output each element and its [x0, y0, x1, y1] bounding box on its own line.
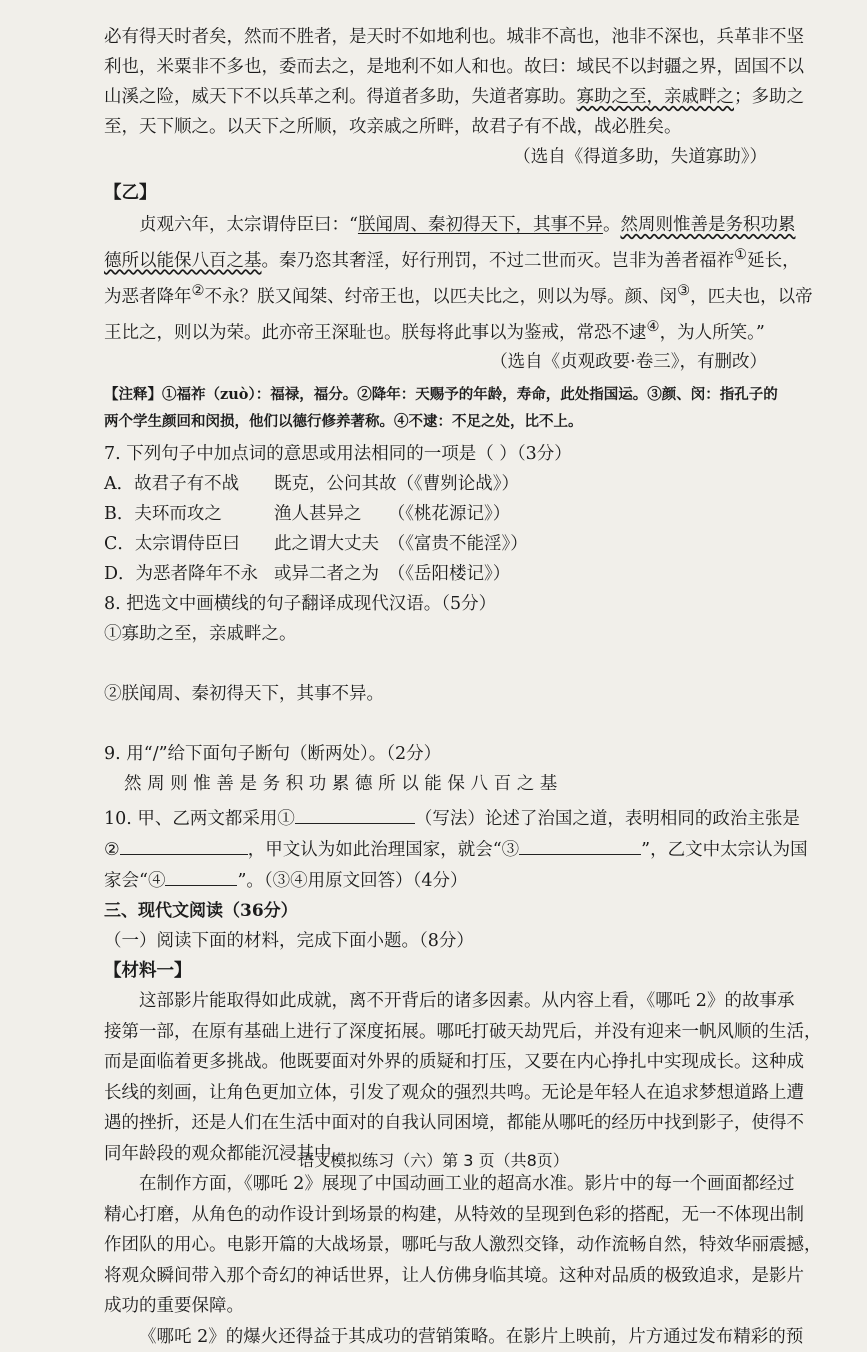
q7-b-label: B．夫环而攻之 — [104, 504, 222, 525]
q7-a-label: A．故君子有不战 — [104, 474, 240, 495]
question-10 — [104, 803, 808, 896]
jia-line-3-tail: ；多助之 — [734, 87, 804, 107]
passage-yi — [104, 210, 813, 377]
yi-l1-pre: 贞观六年，太宗谓侍臣曰：“ — [139, 215, 358, 235]
yi-l4-b: ，为人所笑。” — [659, 322, 765, 343]
jia-line-4 — [104, 112, 767, 142]
q7-option-d — [104, 559, 767, 589]
m1-line-4: 长线的刻画，让角色更加立体，引发了观众的强烈共鸣。无论是年轻人在追求梦想道路上遭 — [104, 1082, 804, 1103]
q7-c-label: C．太宗谓侍臣曰 — [104, 534, 240, 555]
section-3 — [104, 896, 822, 1352]
yi-label: 【乙】 — [104, 183, 157, 203]
material-1-label: 【材料一】 — [104, 961, 192, 982]
q10-line-2 — [104, 834, 808, 865]
q7-stem: 7. 下列句子中加点词的意思或用法相同的一项是（ ）（3分） — [104, 444, 572, 465]
yi-l2-end: 延长， — [747, 250, 800, 271]
q10-blank-1[interactable] — [295, 803, 415, 824]
yi-l1-underlined: 朕闻周、秦初得天下，其事不异 — [357, 215, 603, 235]
question-8 — [104, 589, 767, 739]
yi-l3-sup2: ③ — [677, 281, 691, 299]
yi-l3: 为恶者降年 — [104, 286, 192, 307]
yi-l3-rest: 不永？朕又闻桀、纣帝王也，以匹夫比之，则以为辱。颜、闵 — [204, 286, 678, 307]
m1-line-12: 《哪吒 2》的爆火还得益于其成功的营销策略。在影片上映前，片方通过发布精彩的预 — [139, 1326, 804, 1347]
q10-part-2: （写法）论述了治国之道，表明相同的政治主张是 — [414, 809, 800, 830]
yi-line-3 — [104, 276, 813, 312]
note-line-1: 【注释】①福祚（zuò）：福禄，福分。②降年：天赐予的年龄，寿命，此处指国运。③颜、闵：指孔子的 — [104, 386, 778, 404]
yi-l1-mid: 。 — [602, 215, 621, 235]
m1-line-6: 同年龄段的观众都能沉浸其中。 — [104, 1143, 349, 1164]
q10-part-4: ，甲文认为如此治理国家，就会“③ — [247, 840, 520, 861]
annotation — [104, 381, 778, 435]
q7-b-ref: 渔人甚异之 （《桃花源记》） — [274, 504, 511, 525]
q7-option-b — [104, 499, 767, 529]
q7-option-a — [104, 469, 767, 499]
q8-answer-space-1[interactable] — [104, 649, 767, 679]
q10-part-1: 10. 甲、乙两文都采用① — [104, 809, 295, 830]
jia-line-3-text: 山溪之险，威天下不以兵革之利。得道者多助，失道者寡助。 — [104, 87, 577, 107]
yi-source: （选自《贞观政要·卷三》，有删改） — [490, 352, 767, 373]
m1-line-3: 而是面临着更多挑战。他既要面对外界的质疑和打压，又要在内心挣扎中实现成长。这种成 — [104, 1052, 804, 1073]
m1-line-8: 精心打磨，从角色的动作设计到场景的构建，从特效的呈现到色彩的搭配，无一不体现出制 — [104, 1204, 804, 1225]
q9-stem: 9. 用“/”给下面句子断句（断两处）。（2分） — [104, 744, 442, 765]
jia-source: （选自《得道多助，失道寡助》） — [513, 147, 767, 167]
q8-sentence-2: ②朕闻周、秦初得天下，其事不异。 — [104, 684, 384, 705]
yi-l2-rest: 。秦乃恣其奢淫，好行刑罚，不过二世而灭。岂非为善者福祚 — [261, 250, 734, 271]
page-footer: 语文模拟练习（六）第 3 页（共8页） — [298, 1151, 569, 1170]
yi-line-2 — [104, 240, 800, 276]
q10-blank-4[interactable] — [165, 865, 237, 886]
m1-line-7: 在制作方面，《哪吒 2》展现了中国动画工业的超高水准。影片中的每一个画面都经过 — [139, 1174, 795, 1195]
m1-line-2: 接第一部，在原有基础上进行了深度拓展。哪吒打破天劫咒后，并没有迎来一帆风顺的生活， — [104, 1021, 822, 1042]
m1-line-11: 成功的重要保障。 — [104, 1296, 244, 1317]
q10-blank-2[interactable] — [120, 834, 248, 855]
q10-part-6: 家会“④ — [104, 871, 166, 892]
jia-wavy-sentence: 寡助之至，亲戚畔之 — [576, 87, 734, 107]
yi-l2-sup: ① — [734, 246, 748, 263]
m1-line-1: 这部影片能取得如此成就，离不开背后的诸多因素。从内容上看，《哪吒 2》的故事承 — [139, 991, 795, 1012]
section-3-sub: （一）阅读下面的材料，完成下面小题。（8分） — [104, 931, 474, 952]
q10-part-3: ② — [104, 840, 120, 861]
m1-line-5: 遇的挫折，还是人们在生活中面对的自我认同困境，都能从哪吒的经历中找到影子，使得不 — [104, 1113, 804, 1134]
q8-answer-space-2[interactable] — [104, 709, 767, 739]
jia-line-2: 利也，米粟非不多也，委而去之，是地利不如人和也。故曰：域民不以封疆之界，固国不以 — [104, 57, 804, 77]
yi-l3-end: ，匹夫也，以帝 — [690, 286, 813, 307]
q7-d-ref: 或异二者之为 （《岳阳楼记》） — [274, 564, 511, 585]
question-7 — [104, 439, 767, 589]
q10-line-3 — [104, 865, 767, 896]
m1-line-9: 作团队的用心。电影开篇的大战场景，哪吒与敌人激烈交锋，动作流畅自然，特效华丽震撼， — [104, 1235, 822, 1256]
section-3-title: 三、现代文阅读（36分） — [104, 901, 298, 922]
q10-blank-3[interactable] — [519, 834, 641, 855]
q8-stem: 8. 把选文中画横线的句子翻译成现代汉语。（5分） — [104, 594, 497, 615]
q10-line-1 — [104, 803, 800, 834]
question-9 — [104, 739, 767, 799]
note-line-2: 两个学生颜回和闵损，他们以德行修养著称。④不逮：不足之处，比不上。 — [104, 413, 583, 431]
yi-l3-sup: ② — [191, 281, 205, 299]
jia-line-4-start: 至， — [104, 117, 139, 137]
q7-c-ref: 此之谓大丈夫 （《富贵不能淫》） — [274, 534, 528, 555]
q7-option-c — [104, 529, 767, 559]
passage-jia — [104, 22, 804, 172]
q10-part-7: ”。（③④用原文回答）（4分） — [237, 871, 468, 892]
yi-l2-wavy: 德所以能保八百之基 — [104, 250, 262, 271]
yi-l4-a: 王比之，则以为荣。此亦帝王深耻也。朕每将此事以为鉴戒，常恐不逮 — [104, 322, 647, 343]
q9-sentence[interactable]: 然周则惟善是务积功累德所以能保八百之基 — [124, 774, 563, 795]
jia-line-1: 必有得天时者矣，然而不胜者，是天时不如地利也。城非不高也，池非不深也，兵革非不坚 — [104, 27, 804, 47]
yi-line-1 — [104, 210, 796, 240]
jia-line-4-text: 天下顺之。以天下之所顺，攻亲戚之所畔，故君子有不战，战必胜矣。 — [139, 117, 682, 137]
q7-a-ref: 既克，公问其故（《曹刿论战》） — [274, 474, 519, 495]
q8-sentence-1: ①寡助之至，亲戚畔之。 — [104, 624, 297, 645]
yi-l4-sup: ④ — [646, 317, 660, 335]
yi-l1-wavy: 然周则惟善是务积功累 — [620, 215, 796, 235]
m1-line-10: 将观众瞬间带入那个奇幻的神话世界，让人仿佛身临其境。这种对品质的极致追求，是影片 — [104, 1265, 804, 1286]
q10-part-5: ”，乙文中太宗认为国 — [641, 840, 808, 861]
q7-d-label: D．为恶者降年不永 — [104, 564, 259, 585]
jia-line-3 — [104, 82, 804, 112]
yi-line-4 — [104, 312, 767, 348]
